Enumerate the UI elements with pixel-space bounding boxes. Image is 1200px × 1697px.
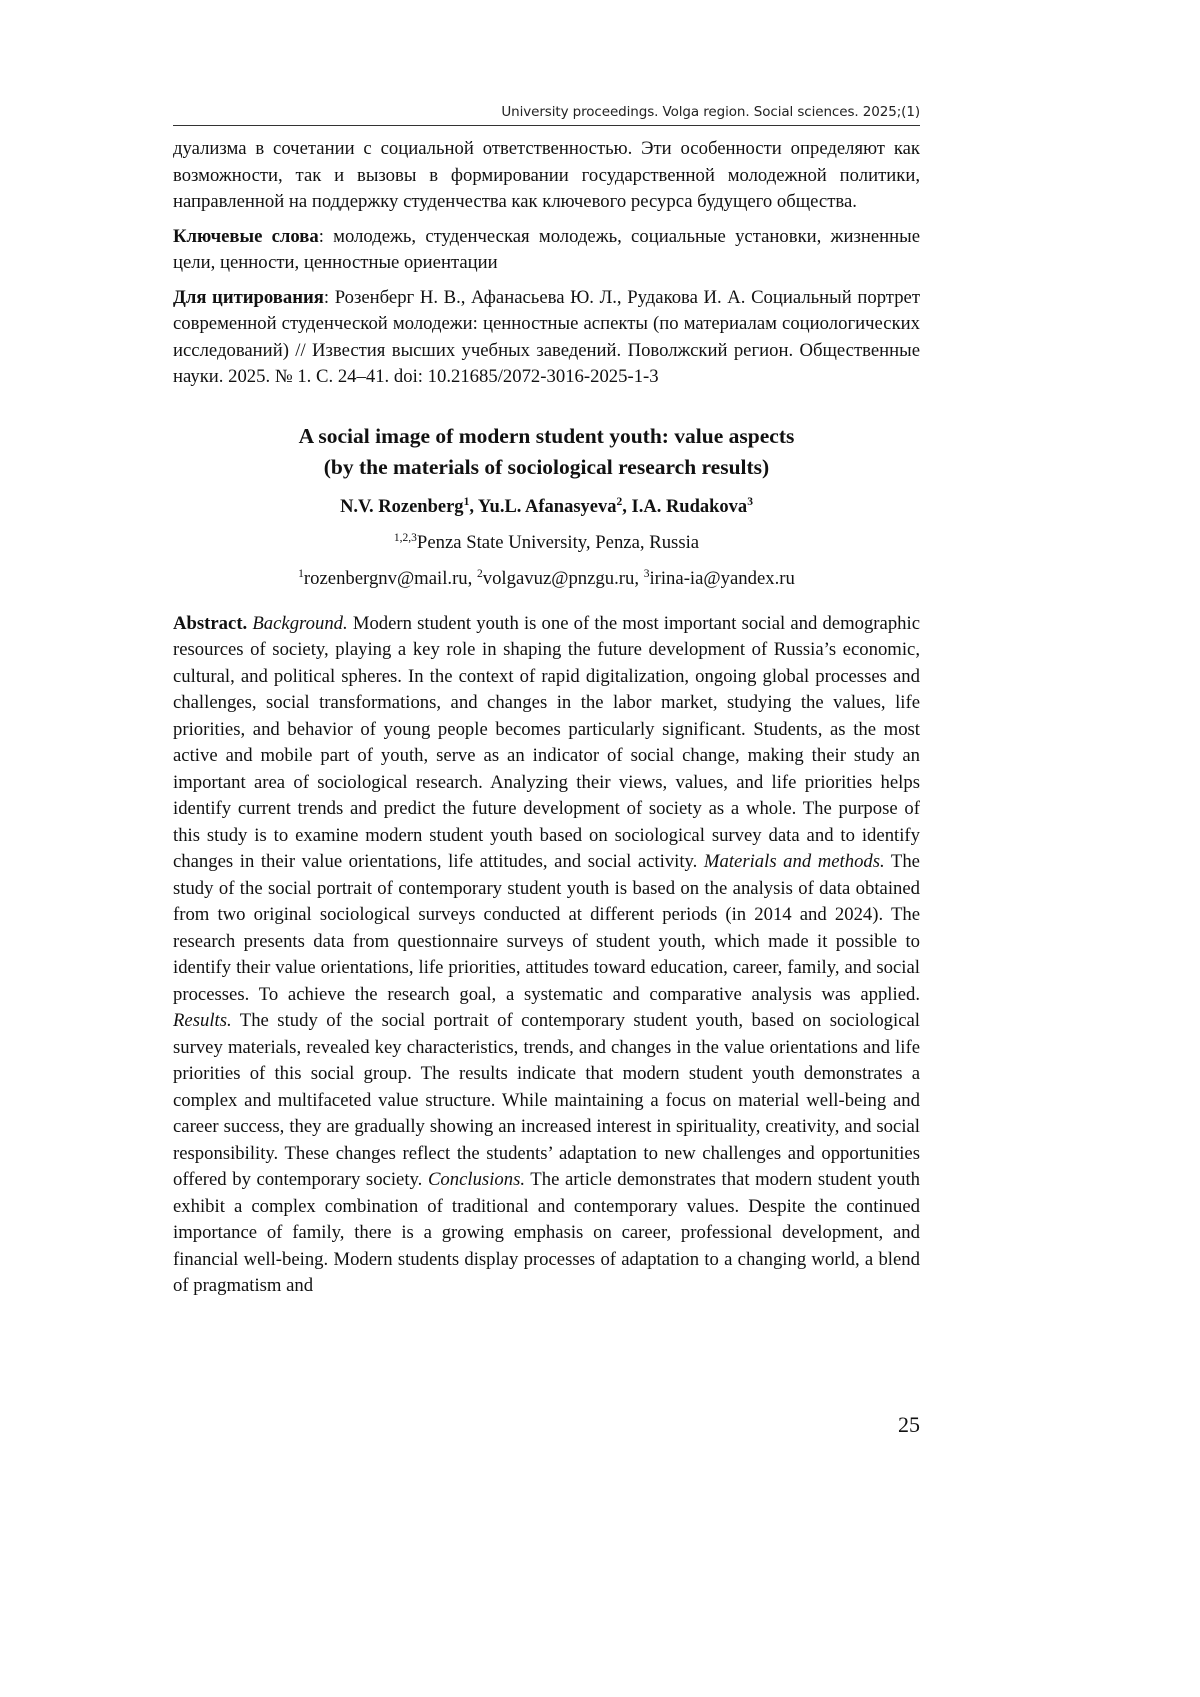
abstract-conclusions-label: Conclusions. (427, 1169, 526, 1190)
abstract-background-text: Modern student youth is one of the most important social and demographic resources of society, playing a key role in shaping the future development of Russia’s economic, cultural, and political spheres. In the context of rapid digitalization, ongoing global processes and challenges, social transformations, and changes in the labor market, studying the values, life priorities, and behavior of young people becomes particularly significant. Students, as the most active and mobile part of youth, serve as an indicator of social change, making their study an important area of sociological research. Analyzing their views, values, and life priorities helps identify current trends and predict the future development of society as a whole. The purpose of this study is to examine modern student youth based on sociological survey data and to identify changes in their value orientations, life attitudes, and social activity. (173, 612, 921, 872)
author-name: I.A. Rudakova (631, 496, 748, 517)
email-separator: , (634, 568, 644, 589)
email-separator: , (467, 568, 477, 589)
email-link[interactable]: rozenbergnv@mail.ru (303, 568, 468, 589)
abstract-paragraph (173, 611, 920, 1300)
email-link[interactable]: irina-ia@yandex.ru (649, 568, 795, 589)
author-separator: , (622, 496, 632, 517)
abstract-methods-label: Materials and methods. (703, 851, 885, 872)
author-separator: , (469, 496, 478, 517)
page-body (173, 136, 920, 1300)
abstract-label: Abstract. (173, 612, 248, 634)
header-rule (173, 125, 920, 126)
email-mark: 2 (476, 567, 483, 580)
article-title-line-1: A social image of modern student youth: value aspects (298, 423, 795, 448)
affiliation-text: Penza State University, Penza, Russia (416, 531, 700, 553)
email-link[interactable]: volgavuz@pnzgu.ru (482, 568, 635, 589)
abstract-background-label: Background. (252, 612, 348, 634)
abstract-methods-text: The study of the social portrait of contemporary student youth is based on the analysis of data obtained from two original sociological surveys conducted at different periods (in 2014 and 2024). The research presents data from questionnaire surveys of student youth, which made it possible to identify their value orientations, life priorities, attitudes toward education, career, family, and social processes. To achieve the research goal, a systematic and comparative analysis was applied. (173, 851, 920, 1005)
affiliation (173, 530, 920, 557)
keywords-text: : молодежь, студенческая молодежь, социальные установки, жизненные цели, ценности, ценностные ориентации (173, 225, 920, 273)
keywords-label: Ключевые слова (173, 225, 319, 247)
author-emails (173, 566, 920, 593)
affiliation-mark: 1,2,3 (393, 531, 417, 544)
article-title (173, 421, 920, 484)
abstract-continuation-ru: дуализма в сочетании с социальной ответственностью. Эти особенности определяют как возможности, так и вызовы в формировании государственной молодежной политики, направленной на поддержку студенчества как ключевого ресурса будущего общества. (173, 138, 920, 212)
author-affiliation-mark: 2 (616, 495, 623, 508)
author-name: Yu.L. Afanasyeva (477, 496, 617, 517)
abstract-conclusions-text: The article demonstrates that modern student youth exhibit a complex combination of traditional and contemporary values. Despite the continued importance of family, there is a growing emphasis on career, professional development, and financial well-being. Modern students display processes of adaptation to a changing world, a blend of pragmatism and (173, 1169, 921, 1296)
abstract-results-text: The study of the social portrait of contemporary student youth, based on sociological survey materials, revealed key characteristics, trends, and changes in the value orientations and life priorities of this social group. The results indicate that modern student youth demonstrates a complex and multifaceted value structure. While maintaining a focus on material well-being and career success, they are gradually showing an increased interest in spirituality, creativity, and social responsibility. These changes reflect the students’ adaptation to new challenges and opportunities offered by contemporary society. (173, 1010, 920, 1190)
author-list (173, 494, 920, 520)
running-header: University proceedings. Volga region. Social sciences. 2025;(1) (501, 104, 920, 120)
email-mark: 1 (298, 567, 304, 580)
page-number: 25 (898, 1412, 920, 1437)
author-affiliation-mark: 3 (747, 495, 753, 508)
author-name: N.V. Rozenberg (340, 496, 464, 517)
keywords-paragraph (173, 224, 920, 277)
author-affiliation-mark: 1 (463, 495, 470, 508)
email-mark: 3 (643, 567, 650, 580)
citation-label: Для цитирования (173, 286, 324, 308)
citation-paragraph (173, 285, 920, 391)
abstract-results-label: Results. (173, 1010, 232, 1031)
citation-text: : Розенберг Н. В., Афанасьева Ю. Л., Рудакова И. А. Социальный портрет современной студенческой молодежи: ценностные аспекты (по материалам социологических исследований) // Известия высших учебных заведений. Поволжский регион. Общественные науки. 2025. № 1. С. 24–41. doi: 10.21685/2072-3016-2025-1-3 (173, 286, 920, 387)
article-title-line-2: (by the materials of sociological research results) (323, 455, 770, 479)
